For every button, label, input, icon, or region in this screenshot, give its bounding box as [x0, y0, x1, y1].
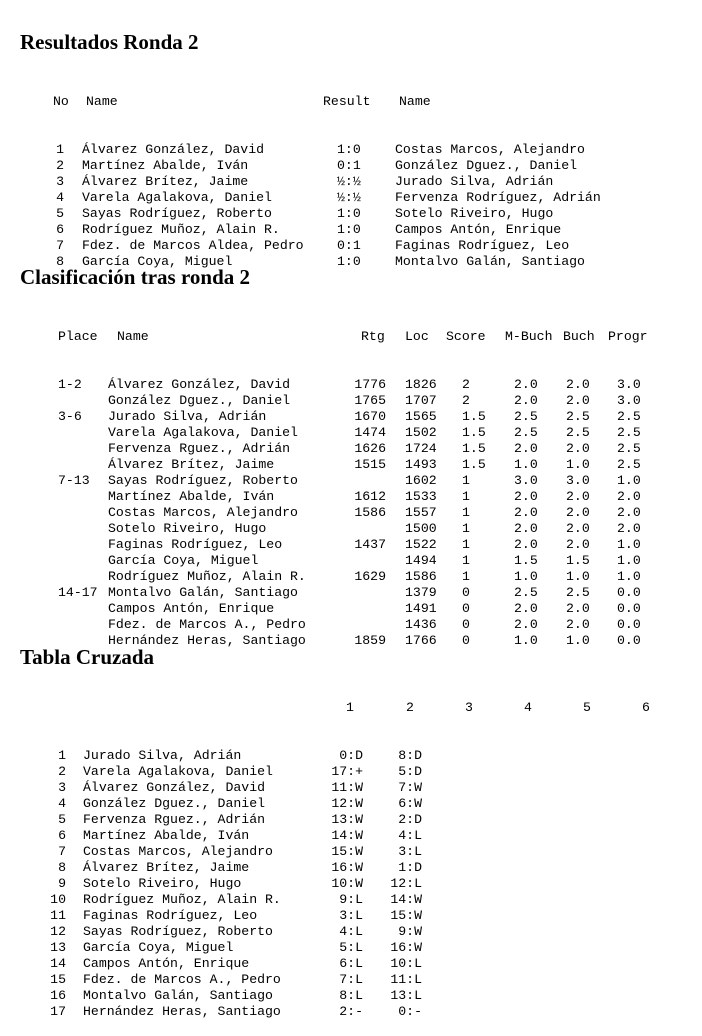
crosstable-row — [0, 748, 702, 764]
black-player-name: Sotelo Riveiro, Hugo — [395, 206, 554, 221]
crosstable-row — [0, 764, 702, 780]
round-results-header-row — [0, 94, 702, 110]
score-cell: 1 — [462, 553, 470, 568]
score-cell: 1 — [462, 521, 470, 536]
local-rating-cell: 1436 — [405, 617, 437, 632]
local-rating-cell: 1565 — [405, 409, 437, 424]
median-buchholz-cell: 2.0 — [514, 393, 538, 408]
crosstable-row — [0, 972, 702, 988]
progressive-cell: 0.0 — [617, 617, 641, 632]
round-2-result: 2:D — [398, 812, 422, 827]
player-name: García Coya, Miguel — [108, 553, 259, 568]
board-number: 1 — [56, 142, 64, 157]
standings-table — [0, 297, 702, 665]
rating-cell: 1776 — [354, 377, 386, 392]
score-cell: 0 — [462, 601, 470, 616]
standings-row — [0, 617, 702, 633]
player-name: Sayas Rodríguez, Roberto — [108, 473, 298, 488]
round-2-result: 9:W — [398, 924, 422, 939]
player-number: 2 — [58, 764, 66, 779]
round-1-result: 10:W — [331, 876, 363, 891]
col-score-header: Score — [446, 329, 486, 344]
score-cell: 1.5 — [462, 457, 486, 472]
crosstable-row — [0, 860, 702, 876]
progressive-cell: 2.0 — [617, 489, 641, 504]
white-player-name: Varela Agalakova, Daniel — [82, 190, 272, 205]
standings-row — [0, 457, 702, 473]
player-number: 3 — [58, 780, 66, 795]
col-result-header: Result — [323, 94, 371, 109]
local-rating-cell: 1766 — [405, 633, 437, 648]
round-1-result: 15:W — [331, 844, 363, 859]
player-name: Hernández Heras, Santiago — [108, 633, 306, 648]
player-name: Fdez. de Marcos A., Pedro — [108, 617, 306, 632]
player-name: Montalvo Galán, Santiago — [83, 988, 273, 1003]
round-2-result: 13:L — [390, 988, 422, 1003]
crosstable-table — [0, 668, 702, 1036]
player-name: Campos Antón, Enrique — [108, 601, 275, 616]
progressive-cell: 1.0 — [617, 537, 641, 552]
median-buchholz-cell: 2.0 — [514, 617, 538, 632]
black-player-name: Faginas Rodríguez, Leo — [395, 238, 570, 253]
round-2-result: 14:W — [390, 892, 422, 907]
player-name: Álvarez González, David — [83, 780, 266, 795]
median-buchholz-cell: 1.5 — [514, 553, 538, 568]
black-player-name: Fervenza Rodríguez, Adrián — [395, 190, 601, 205]
round-1-result: 7:L — [339, 972, 363, 987]
black-player-name: Montalvo Galán, Santiago — [395, 254, 585, 269]
round-2-result: 3:L — [398, 844, 422, 859]
round-2-result: 15:W — [390, 908, 422, 923]
local-rating-cell: 1522 — [405, 537, 437, 552]
round-1-result: 14:W — [331, 828, 363, 843]
player-number: 6 — [58, 828, 66, 843]
black-player-name: Costas Marcos, Alejandro — [395, 142, 585, 157]
progressive-cell: 1.0 — [617, 473, 641, 488]
progressive-cell: 0.0 — [617, 585, 641, 600]
buchholz-cell: 1.0 — [566, 457, 590, 472]
round-1-result: 3:L — [339, 908, 363, 923]
player-name: Jurado Silva, Adrián — [83, 748, 242, 763]
white-player-name: Sayas Rodríguez, Roberto — [82, 206, 272, 221]
crosstable-row — [0, 796, 702, 812]
player-name: Martínez Abalde, Iván — [108, 489, 275, 504]
col-name2-header: Name — [399, 94, 431, 109]
board-number: 6 — [56, 222, 64, 237]
place-cell: 14-17 — [58, 585, 98, 600]
progressive-cell: 2.5 — [617, 409, 641, 424]
col-loc-header: Loc — [405, 329, 429, 344]
round-results-table — [0, 62, 702, 286]
round-1-result: 8:L — [339, 988, 363, 1003]
buchholz-cell: 1.0 — [566, 569, 590, 584]
round-2-result: 10:L — [390, 956, 422, 971]
standings-row — [0, 441, 702, 457]
local-rating-cell: 1379 — [405, 585, 437, 600]
buchholz-cell: 2.0 — [566, 441, 590, 456]
black-player-name: González Dguez., Daniel — [395, 158, 578, 173]
progressive-cell: 2.5 — [617, 441, 641, 456]
local-rating-cell: 1586 — [405, 569, 437, 584]
white-player-name: García Coya, Miguel — [82, 254, 233, 269]
local-rating-cell: 1533 — [405, 489, 437, 504]
col-no-header: No — [53, 94, 69, 109]
white-player-name: Rodríguez Muñoz, Alain R. — [82, 222, 280, 237]
round-2-result: 1:D — [398, 860, 422, 875]
score-cell: 1 — [462, 489, 470, 504]
median-buchholz-cell: 2.0 — [514, 537, 538, 552]
progressive-cell: 0.0 — [617, 601, 641, 616]
score-cell: 1.5 — [462, 425, 486, 440]
place-cell: 7-13 — [58, 473, 90, 488]
pairing-row — [0, 158, 702, 174]
player-name: Rodríguez Muñoz, Alain R. — [108, 569, 306, 584]
col-mbuch-header: M-Buch — [505, 329, 553, 344]
round-1-result: 6:L — [339, 956, 363, 971]
player-name: Hernández Heras, Santiago — [83, 1004, 281, 1019]
score-cell: 0 — [462, 585, 470, 600]
player-name: Faginas Rodríguez, Leo — [83, 908, 258, 923]
round-1-result: 12:W — [331, 796, 363, 811]
rating-cell: 1765 — [354, 393, 386, 408]
player-number: 11 — [50, 908, 66, 923]
progressive-cell: 2.5 — [617, 457, 641, 472]
player-number: 8 — [58, 860, 66, 875]
score-cell: 0 — [462, 617, 470, 632]
player-name: Fervenza Rguez., Adrián — [83, 812, 266, 827]
local-rating-cell: 1494 — [405, 553, 437, 568]
col-name-header: Name — [117, 329, 149, 344]
round-3-header: 3 — [465, 700, 473, 715]
score-cell: 1 — [462, 537, 470, 552]
player-number: 5 — [58, 812, 66, 827]
crosstable-row — [0, 908, 702, 924]
player-name: Montalvo Galán, Santiago — [108, 585, 298, 600]
round-2-result: 12:L — [390, 876, 422, 891]
local-rating-cell: 1493 — [405, 457, 437, 472]
place-cell: 1-2 — [58, 377, 82, 392]
player-number: 1 — [58, 748, 66, 763]
standings-row — [0, 601, 702, 617]
player-name: Faginas Rodríguez, Leo — [108, 537, 283, 552]
round-1-result: 16:W — [331, 860, 363, 875]
board-number: 3 — [56, 174, 64, 189]
rating-cell: 1859 — [354, 633, 386, 648]
local-rating-cell: 1724 — [405, 441, 437, 456]
rating-cell: 1626 — [354, 441, 386, 456]
rating-cell: 1474 — [354, 425, 386, 440]
player-name: González Dguez., Daniel — [108, 393, 291, 408]
player-name: García Coya, Miguel — [83, 940, 234, 955]
standings-row — [0, 553, 702, 569]
player-number: 7 — [58, 844, 66, 859]
standings-row — [0, 537, 702, 553]
round-2-result: 5:D — [398, 764, 422, 779]
player-number: 16 — [50, 988, 66, 1003]
progressive-cell: 3.0 — [617, 393, 641, 408]
pairing-row — [0, 142, 702, 158]
crosstable-row — [0, 988, 702, 1004]
score-cell: 1 — [462, 505, 470, 520]
round-2-result: 7:W — [398, 780, 422, 795]
standings-row — [0, 473, 702, 489]
player-name: Álvarez Brítez, Jaime — [108, 457, 275, 472]
player-name: Sotelo Riveiro, Hugo — [108, 521, 267, 536]
pairing-row — [0, 222, 702, 238]
progressive-cell: 0.0 — [617, 633, 641, 648]
player-name: Martínez Abalde, Iván — [83, 828, 250, 843]
col-progr-header: Progr — [608, 329, 648, 344]
game-result: ½:½ — [337, 174, 361, 189]
rating-cell: 1612 — [354, 489, 386, 504]
board-number: 7 — [56, 238, 64, 253]
crosstable-header-row — [0, 700, 702, 716]
median-buchholz-cell: 2.5 — [514, 409, 538, 424]
pairing-row — [0, 238, 702, 254]
game-result: 1:0 — [337, 254, 361, 269]
crosstable-row — [0, 780, 702, 796]
median-buchholz-cell: 2.0 — [514, 489, 538, 504]
median-buchholz-cell: 2.0 — [514, 601, 538, 616]
local-rating-cell: 1502 — [405, 425, 437, 440]
board-number: 5 — [56, 206, 64, 221]
pairing-row — [0, 174, 702, 190]
player-number: 17 — [50, 1004, 66, 1019]
buchholz-cell: 1.0 — [566, 633, 590, 648]
game-result: 1:0 — [337, 142, 361, 157]
buchholz-cell: 2.0 — [566, 601, 590, 616]
standings-heading: Clasificación tras ronda 2 — [20, 265, 251, 289]
progressive-cell: 1.0 — [617, 553, 641, 568]
score-cell: 1.5 — [462, 441, 486, 456]
player-number: 13 — [50, 940, 66, 955]
game-result: 1:0 — [337, 206, 361, 221]
crosstable-row — [0, 1004, 702, 1020]
progressive-cell: 3.0 — [617, 377, 641, 392]
local-rating-cell: 1826 — [405, 377, 437, 392]
pairing-row — [0, 190, 702, 206]
rating-cell: 1437 — [354, 537, 386, 552]
buchholz-cell: 2.0 — [566, 393, 590, 408]
board-number: 2 — [56, 158, 64, 173]
round-2-result: 4:L — [398, 828, 422, 843]
game-result: 0:1 — [337, 238, 361, 253]
game-result: 1:0 — [337, 222, 361, 237]
round-2-result: 6:W — [398, 796, 422, 811]
player-name: Álvarez Brítez, Jaime — [83, 860, 250, 875]
score-cell: 1 — [462, 473, 470, 488]
round-6-header: 6 — [642, 700, 650, 715]
round-2-header: 2 — [406, 700, 414, 715]
standings-row — [0, 393, 702, 409]
progressive-cell: 1.0 — [617, 569, 641, 584]
player-name: Álvarez González, David — [108, 377, 291, 392]
player-name: Campos Antón, Enrique — [83, 956, 250, 971]
buchholz-cell: 1.5 — [566, 553, 590, 568]
rating-cell: 1586 — [354, 505, 386, 520]
rating-cell: 1515 — [354, 457, 386, 472]
round-1-result: 9:L — [339, 892, 363, 907]
player-number: 10 — [50, 892, 66, 907]
standings-row — [0, 585, 702, 601]
median-buchholz-cell: 2.5 — [514, 585, 538, 600]
player-name: Varela Agalakova, Daniel — [83, 764, 273, 779]
player-number: 14 — [50, 956, 66, 971]
player-name: Sayas Rodríguez, Roberto — [83, 924, 273, 939]
score-cell: 2 — [462, 393, 470, 408]
standings-row — [0, 569, 702, 585]
buchholz-cell: 2.0 — [566, 537, 590, 552]
crosstable-row — [0, 892, 702, 908]
player-name: Sotelo Riveiro, Hugo — [83, 876, 242, 891]
board-number: 8 — [56, 254, 64, 269]
median-buchholz-cell: 1.0 — [514, 457, 538, 472]
player-name: Rodríguez Muñoz, Alain R. — [83, 892, 281, 907]
buchholz-cell: 2.5 — [566, 425, 590, 440]
crosstable-row — [0, 876, 702, 892]
crosstable-heading: Tabla Cruzada — [20, 645, 155, 669]
buchholz-cell: 2.0 — [566, 489, 590, 504]
white-player-name: Álvarez González, David — [82, 142, 265, 157]
median-buchholz-cell: 1.0 — [514, 569, 538, 584]
round-2-result: 11:L — [390, 972, 422, 987]
median-buchholz-cell: 1.0 — [514, 633, 538, 648]
round-2-result: 0:- — [398, 1004, 422, 1019]
round-1-result: 2:- — [339, 1004, 363, 1019]
standings-row — [0, 489, 702, 505]
player-number: 9 — [58, 876, 66, 891]
player-number: 12 — [50, 924, 66, 939]
round-1-result: 17:+ — [331, 764, 363, 779]
median-buchholz-cell: 2.0 — [514, 441, 538, 456]
place-cell: 3-6 — [58, 409, 82, 424]
player-name: Costas Marcos, Alejandro — [108, 505, 298, 520]
median-buchholz-cell: 2.5 — [514, 425, 538, 440]
round-2-result: 8:D — [398, 748, 422, 763]
standings-row — [0, 377, 702, 393]
buchholz-cell: 2.0 — [566, 377, 590, 392]
standings-row — [0, 425, 702, 441]
player-number: 4 — [58, 796, 66, 811]
round-1-result: 13:W — [331, 812, 363, 827]
round-results-heading: Resultados Ronda 2 — [20, 30, 199, 54]
round-1-header: 1 — [346, 700, 354, 715]
buchholz-cell: 3.0 — [566, 473, 590, 488]
board-number: 4 — [56, 190, 64, 205]
local-rating-cell: 1491 — [405, 601, 437, 616]
progressive-cell: 2.0 — [617, 505, 641, 520]
white-player-name: Álvarez Brítez, Jaime — [82, 174, 249, 189]
player-name: Costas Marcos, Alejandro — [83, 844, 273, 859]
player-name: Fdez. de Marcos A., Pedro — [83, 972, 281, 987]
round-1-result: 5:L — [339, 940, 363, 955]
crosstable-row — [0, 940, 702, 956]
round-1-result: 0:D — [339, 748, 363, 763]
median-buchholz-cell: 2.0 — [514, 377, 538, 392]
crosstable-row — [0, 812, 702, 828]
score-cell: 1.5 — [462, 409, 486, 424]
player-number: 15 — [50, 972, 66, 987]
game-result: 0:1 — [337, 158, 361, 173]
white-player-name: Fdez. de Marcos Aldea, Pedro — [82, 238, 304, 253]
black-player-name: Jurado Silva, Adrián — [395, 174, 554, 189]
score-cell: 2 — [462, 377, 470, 392]
white-player-name: Martínez Abalde, Iván — [82, 158, 249, 173]
local-rating-cell: 1500 — [405, 521, 437, 536]
round-1-result: 11:W — [331, 780, 363, 795]
score-cell: 1 — [462, 569, 470, 584]
local-rating-cell: 1707 — [405, 393, 437, 408]
standings-header-row — [0, 329, 702, 345]
progressive-cell: 2.0 — [617, 521, 641, 536]
col-name-header: Name — [86, 94, 118, 109]
col-buch-header: Buch — [563, 329, 595, 344]
standings-row — [0, 521, 702, 537]
buchholz-cell: 2.0 — [566, 521, 590, 536]
local-rating-cell: 1557 — [405, 505, 437, 520]
median-buchholz-cell: 2.0 — [514, 505, 538, 520]
median-buchholz-cell: 3.0 — [514, 473, 538, 488]
black-player-name: Campos Antón, Enrique — [395, 222, 562, 237]
crosstable-row — [0, 828, 702, 844]
col-place-header: Place — [58, 329, 98, 344]
median-buchholz-cell: 2.0 — [514, 521, 538, 536]
round-2-result: 16:W — [390, 940, 422, 955]
crosstable-row — [0, 924, 702, 940]
buchholz-cell: 2.0 — [566, 617, 590, 632]
local-rating-cell: 1602 — [405, 473, 437, 488]
pairing-row — [0, 206, 702, 222]
round-4-header: 4 — [524, 700, 532, 715]
col-rtg-header: Rtg — [361, 329, 385, 344]
score-cell: 0 — [462, 633, 470, 648]
rating-cell: 1670 — [354, 409, 386, 424]
player-name: Varela Agalakova, Daniel — [108, 425, 298, 440]
player-name: González Dguez., Daniel — [83, 796, 266, 811]
standings-row — [0, 409, 702, 425]
rating-cell: 1629 — [354, 569, 386, 584]
buchholz-cell: 2.5 — [566, 585, 590, 600]
player-name: Fervenza Rguez., Adrián — [108, 441, 291, 456]
progressive-cell: 2.5 — [617, 425, 641, 440]
round-5-header: 5 — [583, 700, 591, 715]
game-result: ½:½ — [337, 190, 361, 205]
crosstable-row — [0, 956, 702, 972]
round-1-result: 4:L — [339, 924, 363, 939]
standings-row — [0, 505, 702, 521]
player-name: Jurado Silva, Adrián — [108, 409, 267, 424]
crosstable-row — [0, 844, 702, 860]
buchholz-cell: 2.0 — [566, 505, 590, 520]
buchholz-cell: 2.5 — [566, 409, 590, 424]
